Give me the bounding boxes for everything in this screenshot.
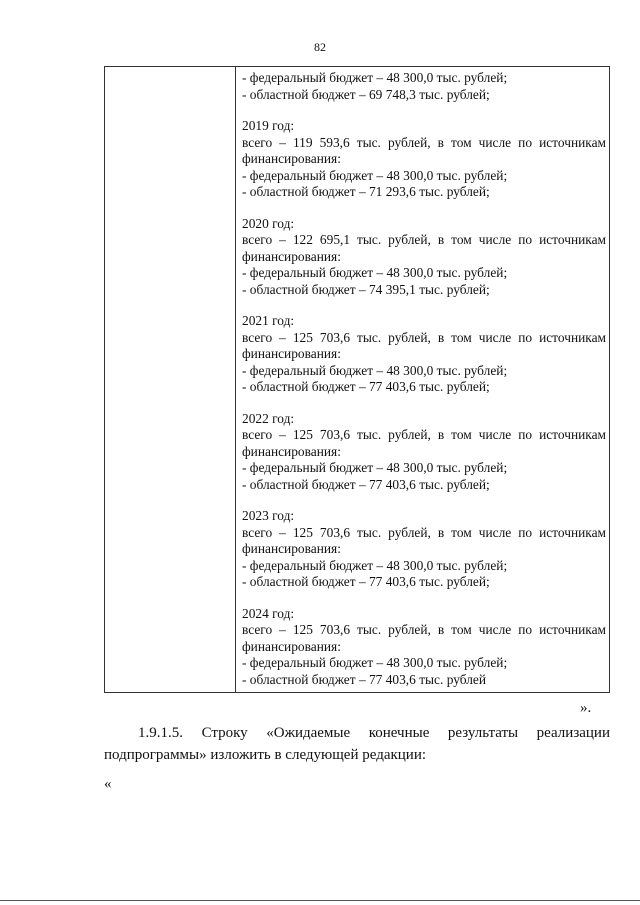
- intro-federal-line: - федеральный бюджет – 48 300,0 тыс. рублей;: [242, 70, 508, 85]
- year-total: всего – 125 703,6 тыс. рублей, в том числе по источникам: [242, 329, 606, 345]
- year-federal: - федеральный бюджет – 48 300,0 тыс. рублей;: [242, 655, 508, 670]
- year-total: всего – 122 695,1 тыс. рублей, в том числе по источникам: [242, 232, 606, 247]
- year-financing-label: финансирования:: [242, 443, 341, 459]
- paragraph-line-2: подпрограммы» изложить в следующей редакции:: [104, 747, 427, 763]
- year-federal: - федеральный бюджет – 48 300,0 тыс. рублей;: [242, 460, 508, 475]
- year-federal: - федеральный бюджет – 48 300,0 тыс. рублей;: [242, 167, 508, 183]
- year-heading: 2020 год:: [242, 215, 295, 231]
- footer-rule: [0, 900, 640, 901]
- year-block-2021: [242, 313, 606, 396]
- column-divider: [235, 67, 236, 692]
- intro-regional-line: - областной бюджет – 69 748,3 тыс. рублей;: [242, 86, 490, 102]
- year-regional: - областной бюджет – 77 403,6 тыс. рублей;: [242, 574, 490, 589]
- paragraph-line-1: 1.9.1.5. Строку «Ожидаемые конечные результаты реализации: [138, 725, 610, 741]
- financing-table: [104, 66, 610, 693]
- year-regional: - областной бюджет – 77 403,6 тыс. рублей;: [242, 476, 490, 492]
- opening-quote: «: [104, 776, 112, 792]
- year-regional: - областной бюджет – 77 403,6 тыс. рублей;: [242, 379, 490, 394]
- year-total: всего – 125 703,6 тыс. рублей, в том числе по источникам: [242, 622, 606, 637]
- year-heading: 2022 год:: [242, 410, 295, 426]
- year-block-2024: [242, 606, 606, 689]
- year-total: всего – 119 593,6 тыс. рублей, в том числе по источникам: [242, 134, 606, 150]
- closing-quote: ».: [580, 700, 592, 716]
- year-federal: - федеральный бюджет – 48 300,0 тыс. рублей;: [242, 557, 508, 573]
- year-federal: - федеральный бюджет – 48 300,0 тыс. рублей;: [242, 265, 508, 280]
- year-block-2019: [242, 118, 606, 201]
- year-federal: - федеральный бюджет – 48 300,0 тыс. рублей;: [242, 362, 508, 378]
- year-regional: - областной бюджет – 74 395,1 тыс. рублей;: [242, 281, 490, 297]
- year-block-2022: [242, 411, 606, 494]
- year-financing-label: финансирования:: [242, 638, 341, 654]
- year-financing-label: финансирования:: [242, 346, 341, 361]
- year-financing-label: финансирования:: [242, 151, 341, 166]
- year-block-2020: [242, 216, 606, 299]
- year-heading: 2021 год:: [242, 313, 295, 328]
- year-heading: 2019 год:: [242, 118, 295, 133]
- year-block-2023: [242, 508, 606, 591]
- year-regional: - областной бюджет – 71 293,6 тыс. рублей;: [242, 184, 490, 199]
- year-financing-label: финансирования:: [242, 541, 341, 556]
- page-number: 82: [314, 40, 326, 54]
- amendment-paragraph: [104, 722, 610, 766]
- year-heading: 2023 год:: [242, 508, 295, 523]
- financing-cell: [242, 70, 606, 688]
- year-financing-label: финансирования:: [242, 248, 341, 264]
- year-regional: - областной бюджет – 77 403,6 тыс. рублей: [242, 671, 486, 687]
- year-heading: 2024 год:: [242, 605, 295, 621]
- year-total: всего – 125 703,6 тыс. рублей, в том числе по источникам: [242, 427, 606, 442]
- year-total: всего – 125 703,6 тыс. рублей, в том числе по источникам: [242, 524, 606, 540]
